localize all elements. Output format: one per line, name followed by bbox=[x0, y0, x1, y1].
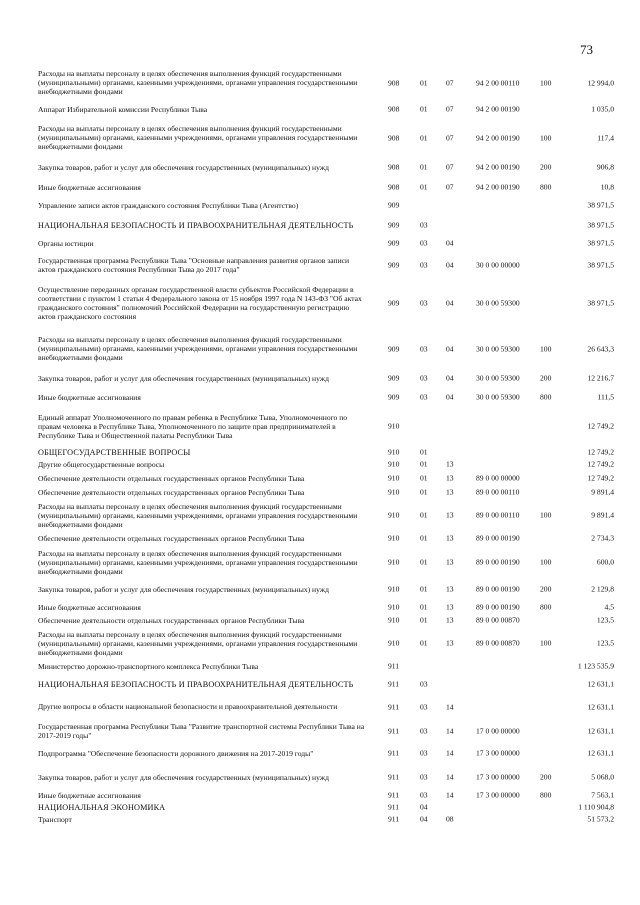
subsection-code: 07 bbox=[446, 182, 454, 192]
subsection-code: 14 bbox=[446, 772, 454, 782]
section-code: 01 bbox=[420, 78, 428, 87]
expense-type-code: 100 bbox=[540, 344, 552, 353]
section-code: 03 bbox=[420, 748, 428, 758]
table-row bbox=[0, 486, 640, 498]
subsection-code: 13 bbox=[446, 615, 454, 625]
amount: 2 129,8 bbox=[591, 584, 614, 594]
target-item-code: 89 0 00 00190 bbox=[476, 533, 520, 543]
ved-code: 909 bbox=[388, 298, 400, 308]
ved-code: 911 bbox=[388, 802, 400, 812]
row-name: Министерство дорожно-транспортного комплекса Республики Тыва bbox=[38, 661, 259, 671]
amount: 600,0 bbox=[596, 557, 614, 567]
subsection-code: 14 bbox=[446, 748, 454, 758]
expense-type-code: 800 bbox=[540, 790, 552, 800]
ved-code: 910 bbox=[388, 459, 400, 469]
target-item-code: 89 0 00 00870 bbox=[476, 615, 520, 625]
row-name: Управление записи актов гражданского состояния Республики Тыва (Агентство) bbox=[38, 200, 299, 210]
subsection-code: 13 bbox=[446, 584, 454, 594]
amount: 12 631,1 bbox=[587, 679, 614, 689]
row-name: Иные бюджетные ассигнования bbox=[38, 182, 141, 192]
amount: 38 971,5 bbox=[587, 200, 614, 210]
amount: 117,4 bbox=[597, 133, 614, 142]
row-name: Органы юстиции bbox=[38, 238, 94, 248]
row-name: Расходы на выплаты персоналу в целях обеспечения выполнения функций государственными (муниципальными) органами, казенными учреждениями, органами управления государственными внебюджетными фондами bbox=[38, 629, 358, 657]
subsection-code: 13 bbox=[446, 557, 454, 567]
subsection-code: 13 bbox=[446, 459, 454, 469]
target-item-code: 17 3 00 00000 bbox=[476, 748, 520, 758]
row-name: Единый аппарат Уполномоченного по правам ребенка в Республике Тыва, Уполномоченного по правам человека в Республике Тыва, Уполномоченного по защите прав предпринимателей в Республике Тыва и Общественной палаты Республики Тыва bbox=[38, 412, 348, 440]
table-row bbox=[0, 281, 640, 325]
table-row bbox=[0, 532, 640, 544]
section-code: 03 bbox=[420, 392, 428, 402]
section-code: 01 bbox=[420, 473, 428, 483]
section-code: 01 bbox=[420, 487, 428, 497]
target-item-code: 94 2 00 00190 bbox=[476, 182, 520, 192]
target-item-code: 94 2 00 00110 bbox=[476, 78, 520, 87]
row-name: Иные бюджетные ассигнования bbox=[38, 392, 141, 402]
table-row bbox=[0, 472, 640, 484]
table-row bbox=[0, 372, 640, 384]
ved-code: 910 bbox=[388, 447, 400, 457]
section-code: 01 bbox=[420, 638, 428, 648]
subsection-code: 13 bbox=[446, 510, 454, 520]
ved-code: 911 bbox=[388, 702, 400, 711]
ved-code: 910 bbox=[388, 638, 400, 648]
row-name: Закупка товаров, работ и услуг для обеспечения государственных (муниципальных) нужд bbox=[38, 162, 329, 172]
expense-type-code: 100 bbox=[540, 510, 552, 520]
target-item-code: 89 0 00 00110 bbox=[476, 487, 520, 497]
amount: 9 891,4 bbox=[591, 487, 614, 497]
budget-table bbox=[0, 64, 640, 825]
section-code: 03 bbox=[420, 260, 428, 270]
row-name: Обеспечение деятельности отдельных государственных органов Республики Тыва bbox=[38, 487, 305, 497]
table-row bbox=[0, 458, 640, 470]
ved-code: 911 bbox=[388, 772, 400, 782]
row-name: Обеспечение деятельности отдельных государственных органов Республики Тыва bbox=[38, 533, 305, 543]
amount: 7 563,1 bbox=[591, 790, 614, 800]
target-item-code: 30 0 00 00000 bbox=[476, 260, 520, 270]
amount: 2 734,3 bbox=[591, 533, 614, 543]
subsection-code: 13 bbox=[446, 533, 454, 543]
amount: 38 971,5 bbox=[587, 238, 614, 248]
section-code: 03 bbox=[420, 679, 428, 689]
expense-type-code: 200 bbox=[540, 584, 552, 594]
table-row bbox=[0, 252, 640, 278]
section-code: 03 bbox=[420, 344, 428, 353]
ved-code: 908 bbox=[388, 104, 400, 114]
ved-code: 910 bbox=[388, 487, 400, 497]
table-row bbox=[0, 103, 640, 115]
amount: 1 110 904,8 bbox=[578, 802, 614, 812]
ved-code: 910 bbox=[388, 473, 400, 483]
amount: 5 068,0 bbox=[591, 772, 614, 782]
subsection-code: 04 bbox=[446, 373, 454, 383]
section-code: 03 bbox=[420, 702, 428, 711]
ved-code: 908 bbox=[388, 162, 400, 172]
expense-type-code: 100 bbox=[540, 557, 552, 567]
table-row bbox=[0, 64, 640, 101]
subsection-code: 13 bbox=[446, 638, 454, 648]
table-row bbox=[0, 771, 640, 783]
table-row bbox=[0, 813, 640, 825]
expense-type-code: 800 bbox=[540, 602, 552, 612]
ved-code: 911 bbox=[388, 790, 400, 800]
table-row bbox=[0, 747, 640, 759]
table-row bbox=[0, 219, 640, 231]
row-name: ОБЩЕГОСУДАРСТВЕННЫЕ ВОПРОСЫ bbox=[38, 447, 191, 457]
row-name: Аппарат Избирательной комиссии Республики Тыва bbox=[38, 104, 208, 114]
target-item-code: 30 0 00 59300 bbox=[476, 392, 520, 402]
section-code: 01 bbox=[420, 584, 428, 594]
target-item-code: 17 3 00 00000 bbox=[476, 790, 520, 800]
section-code: 03 bbox=[420, 790, 428, 800]
amount: 123,5 bbox=[596, 615, 614, 625]
subsection-code: 14 bbox=[446, 702, 454, 711]
subsection-code: 07 bbox=[446, 133, 454, 142]
ved-code: 908 bbox=[388, 182, 400, 192]
ved-code: 911 bbox=[388, 814, 400, 824]
section-code: 01 bbox=[420, 182, 428, 192]
amount: 12 216,7 bbox=[587, 373, 614, 383]
subsection-code: 13 bbox=[446, 487, 454, 497]
subsection-code: 04 bbox=[446, 260, 454, 270]
section-code: 03 bbox=[420, 726, 428, 735]
section-code: 03 bbox=[420, 772, 428, 782]
target-item-code: 89 0 00 00190 bbox=[476, 602, 520, 612]
row-name: Иные бюджетные ассигнования bbox=[38, 602, 141, 612]
target-item-code: 30 0 00 59300 bbox=[476, 298, 520, 308]
subsection-code: 07 bbox=[446, 78, 454, 87]
amount: 12 749,2 bbox=[587, 421, 614, 431]
target-item-code: 17 3 00 00000 bbox=[476, 772, 520, 782]
amount: 906,8 bbox=[596, 162, 614, 172]
ved-code: 910 bbox=[388, 421, 400, 431]
table-row bbox=[0, 181, 640, 193]
target-item-code: 94 2 00 00190 bbox=[476, 162, 520, 172]
row-name: Государственная программа Республики Тыва "Развитие транспортной системы Республики Тыва на 2017-2019 годы" bbox=[38, 721, 365, 740]
amount: 38 971,5 bbox=[587, 260, 614, 270]
ved-code: 909 bbox=[388, 373, 400, 383]
ved-code: 910 bbox=[388, 602, 400, 612]
amount: 12 631,1 bbox=[587, 726, 614, 735]
table-row bbox=[0, 119, 640, 156]
page-number: 73 bbox=[580, 42, 593, 57]
amount: 12 749,2 bbox=[587, 447, 614, 457]
subsection-code: 04 bbox=[446, 298, 454, 308]
row-name: НАЦИОНАЛЬНАЯ ЭКОНОМИКА bbox=[38, 802, 166, 812]
subsection-code: 14 bbox=[446, 726, 454, 735]
table-row bbox=[0, 789, 640, 801]
section-code: 01 bbox=[420, 104, 428, 114]
amount: 9 891,4 bbox=[591, 510, 614, 520]
section-code: 01 bbox=[420, 459, 428, 469]
target-item-code: 89 0 00 00190 bbox=[476, 584, 520, 594]
ved-code: 910 bbox=[388, 510, 400, 520]
subsection-code: 08 bbox=[446, 814, 454, 824]
row-name: НАЦИОНАЛЬНАЯ БЕЗОПАСНОСТЬ И ПРАВООХРАНИТЕЛЬНАЯ ДЕЯТЕЛЬНОСТЬ bbox=[38, 679, 354, 689]
subsection-code: 13 bbox=[446, 473, 454, 483]
section-code: 04 bbox=[420, 802, 428, 812]
target-item-code: 89 0 00 00110 bbox=[476, 510, 520, 520]
target-item-code: 30 0 00 59300 bbox=[476, 344, 520, 353]
target-item-code: 89 0 00 00000 bbox=[476, 473, 520, 483]
table-row bbox=[0, 199, 640, 211]
section-code: 03 bbox=[420, 238, 428, 248]
amount: 12 749,2 bbox=[587, 473, 614, 483]
row-name: Осуществление переданных органам государственной власти субъектов Российской Федерации в соответствии с пунктом 1 статьи 4 Федерального закона от 15 ноября 1997 года N 143-ФЗ "Об актах гражданского состояния" полномочий Российской Федерации на государственную регистрацию актов гражданского состояния bbox=[38, 285, 362, 321]
row-name: Расходы на выплаты персоналу в целях обеспечения выполнения функций государственными (муниципальными) органами, казенными учреждениями, органами управления государственными внебюджетными фондами bbox=[38, 335, 358, 362]
amount: 12 631,1 bbox=[587, 702, 614, 711]
amount: 12 994,0 bbox=[587, 78, 614, 87]
expense-type-code: 200 bbox=[540, 772, 552, 782]
table-row bbox=[0, 237, 640, 249]
section-code: 03 bbox=[420, 298, 428, 308]
table-row bbox=[0, 628, 640, 658]
row-name: Расходы на выплаты персоналу в целях обеспечения выполнения функций государственными (муниципальными) органами, казенными учреждениями, органами управления государственными внебюджетными фондами bbox=[38, 124, 358, 151]
table-row bbox=[0, 660, 640, 672]
section-code: 03 bbox=[420, 373, 428, 383]
section-code: 01 bbox=[420, 615, 428, 625]
row-name: Обеспечение деятельности отдельных государственных органов Республики Тыва bbox=[38, 473, 305, 483]
amount: 111,5 bbox=[597, 392, 614, 402]
amount: 38 971,5 bbox=[587, 298, 614, 308]
ved-code: 908 bbox=[388, 78, 400, 87]
target-item-code: 17 0 00 00000 bbox=[476, 726, 520, 735]
row-name: Другие общегосударственные вопросы bbox=[38, 459, 165, 469]
table-row bbox=[0, 391, 640, 403]
target-item-code: 30 0 00 59300 bbox=[476, 373, 520, 383]
row-name: Другие вопросы в области национальной безопасности и правоохранительной деятельности bbox=[38, 702, 338, 711]
ved-code: 909 bbox=[388, 260, 400, 270]
table-row bbox=[0, 411, 640, 441]
subsection-code: 04 bbox=[446, 344, 454, 353]
amount: 4,5 bbox=[604, 602, 614, 612]
amount: 10,8 bbox=[600, 182, 614, 192]
ved-code: 909 bbox=[388, 238, 400, 248]
amount: 123,5 bbox=[596, 638, 614, 648]
target-item-code: 94 2 00 00190 bbox=[476, 133, 520, 142]
row-name: Расходы на выплаты персоналу в целях обеспечения выполнения функций государственными (муниципальными) органами, казенными учреждениями, органами управления государственными внебюджетными фондами bbox=[38, 501, 358, 529]
amount: 1 035,0 bbox=[591, 104, 614, 114]
ved-code: 909 bbox=[388, 344, 400, 353]
table-row bbox=[0, 500, 640, 530]
ved-code: 910 bbox=[388, 557, 400, 567]
ved-code: 911 bbox=[388, 679, 400, 689]
table-row bbox=[0, 614, 640, 626]
section-code: 01 bbox=[420, 602, 428, 612]
subsection-code: 13 bbox=[446, 602, 454, 612]
table-row bbox=[0, 330, 640, 367]
amount: 12 749,2 bbox=[587, 459, 614, 469]
ved-code: 910 bbox=[388, 533, 400, 543]
ved-code: 909 bbox=[388, 392, 400, 402]
section-code: 01 bbox=[420, 447, 428, 457]
table-row bbox=[0, 161, 640, 173]
row-name: Иные бюджетные ассигнования bbox=[38, 790, 141, 800]
section-code: 01 bbox=[420, 557, 428, 567]
subsection-code: 14 bbox=[446, 790, 454, 800]
row-name: НАЦИОНАЛЬНАЯ БЕЗОПАСНОСТЬ И ПРАВООХРАНИТЕЛЬНАЯ ДЕЯТЕЛЬНОСТЬ bbox=[38, 220, 354, 230]
section-code: 01 bbox=[420, 510, 428, 520]
section-code: 04 bbox=[420, 814, 428, 824]
target-item-code: 89 0 00 00870 bbox=[476, 638, 520, 648]
ved-code: 910 bbox=[388, 615, 400, 625]
row-name: Закупка товаров, работ и услуг для обеспечения государственных (муниципальных) нужд bbox=[38, 373, 329, 383]
row-name: Транспорт bbox=[38, 814, 72, 824]
subsection-code: 07 bbox=[446, 162, 454, 172]
table-row bbox=[0, 696, 640, 717]
section-code: 01 bbox=[420, 162, 428, 172]
ved-code: 908 bbox=[388, 133, 400, 142]
table-row bbox=[0, 801, 640, 813]
amount: 51 573,2 bbox=[587, 814, 614, 824]
table-row bbox=[0, 678, 640, 690]
ved-code: 909 bbox=[388, 220, 400, 230]
table-row bbox=[0, 583, 640, 595]
ved-code: 910 bbox=[388, 584, 400, 594]
ved-code: 911 bbox=[388, 726, 400, 735]
ved-code: 911 bbox=[388, 661, 400, 671]
table-row bbox=[0, 547, 640, 577]
row-name: Расходы на выплаты персоналу в целях обеспечения выполнения функций государственными (муниципальными) органами, казенными учреждениями, органами управления государственными внебюджетными фондами bbox=[38, 548, 358, 576]
subsection-code: 07 bbox=[446, 104, 454, 114]
table-row bbox=[0, 720, 640, 741]
expense-type-code: 200 bbox=[540, 162, 552, 172]
row-name: Подпрограмма "Обеспечение безопасности дорожного движения на 2017-2019 годы" bbox=[38, 748, 314, 758]
amount: 38 971,5 bbox=[587, 220, 614, 230]
target-item-code: 94 2 00 00190 bbox=[476, 104, 520, 114]
amount: 1 123 535,9 bbox=[577, 661, 614, 671]
row-name: Обеспечение деятельности отдельных государственных органов Республики Тыва bbox=[38, 615, 305, 625]
target-item-code: 89 0 00 00190 bbox=[476, 557, 520, 567]
row-name: Расходы на выплаты персоналу в целях обеспечения выполнения функций государственными (муниципальными) органами, казенными учреждениями, органами управления государственными внебюджетными фондами bbox=[38, 69, 358, 96]
table-row bbox=[0, 601, 640, 613]
expense-type-code: 100 bbox=[540, 638, 552, 648]
ved-code: 909 bbox=[388, 200, 400, 210]
expense-type-code: 200 bbox=[540, 373, 552, 383]
subsection-code: 04 bbox=[446, 392, 454, 402]
section-code: 01 bbox=[420, 533, 428, 543]
row-name: Государственная программа Республики Тыва "Основные направления развития органов записи актов гражданского состояния Республики Тыва до 2017 года" bbox=[38, 256, 350, 274]
expense-type-code: 100 bbox=[540, 133, 552, 142]
expense-type-code: 800 bbox=[540, 392, 552, 402]
amount: 26 643,3 bbox=[587, 344, 614, 353]
section-code: 03 bbox=[420, 220, 428, 230]
ved-code: 911 bbox=[388, 748, 400, 758]
row-name: Закупка товаров, работ и услуг для обеспечения государственных (муниципальных) нужд bbox=[38, 772, 329, 782]
expense-type-code: 100 bbox=[540, 78, 552, 87]
row-name: Закупка товаров, работ и услуг для обеспечения государственных (муниципальных) нужд bbox=[38, 584, 329, 594]
expense-type-code: 800 bbox=[540, 182, 552, 192]
table-row bbox=[0, 446, 640, 458]
subsection-code: 04 bbox=[446, 238, 454, 248]
section-code: 01 bbox=[420, 133, 428, 142]
amount: 12 631,1 bbox=[587, 748, 614, 758]
